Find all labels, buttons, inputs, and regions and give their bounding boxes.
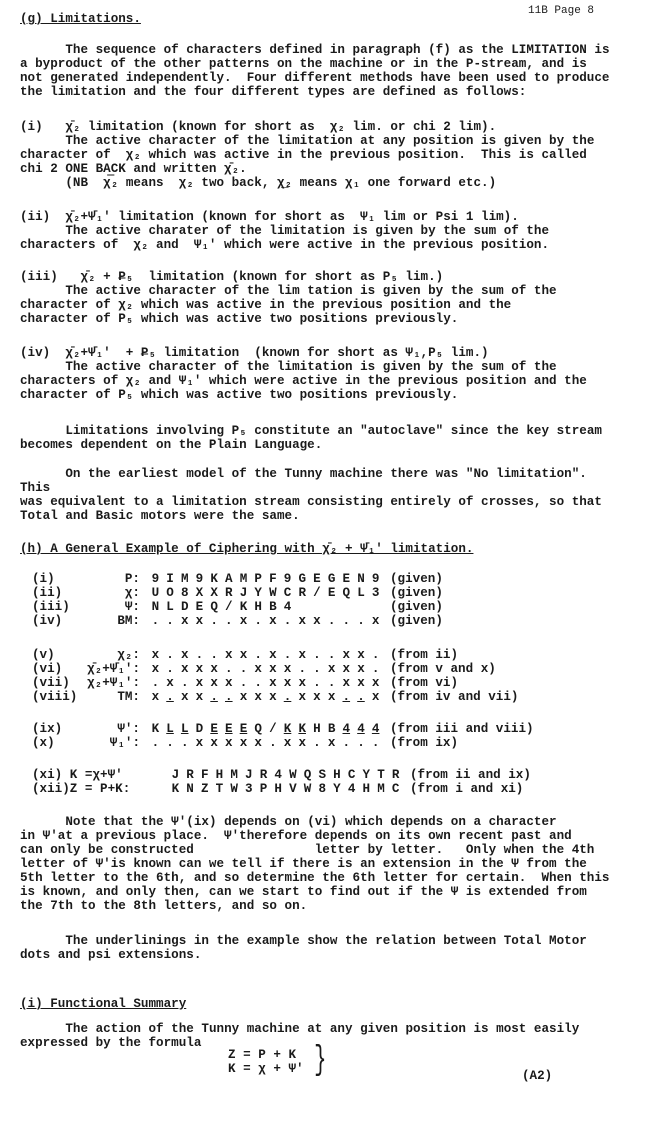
row-label: (xii)Z = P+K: [32,782,131,796]
sequence-char: M [180,572,189,586]
section-i-heading: (i) Functional Summary [20,997,187,1011]
sequence-char: E [210,722,218,736]
sequence-char: . [327,676,336,690]
row-source: (from v and x) [390,662,496,676]
row-stream-name: BM: [117,614,140,628]
sequence-char: M [377,782,385,796]
sequence-char: x [269,676,277,690]
sequence-char: . [357,736,365,750]
sequence-char: x [371,676,380,690]
sequence-char: Q [342,586,351,600]
sequence-char: x [327,736,336,750]
row-source: (from iii and viii) [390,722,534,736]
sequence-char: x [180,614,189,628]
sequence-char: . [210,614,218,628]
section-g-heading: (g) Limitations. [20,12,141,26]
row-source: (from ii) [390,648,459,662]
row-label: (x) [32,736,55,750]
sequence-char: x [210,736,218,750]
sequence-char: N [151,600,160,614]
row-label: (iii) [32,600,70,614]
sequence-char: x [254,736,262,750]
sequence-char: x [210,676,218,690]
sequence-char: J [239,586,248,600]
sequence-char: . [283,690,292,704]
sequence-char: x [371,614,380,628]
sequence-char: R [259,768,268,782]
sequence-char: L [166,722,174,736]
sequence-char: x [180,662,189,676]
sequence-char: K [151,722,160,736]
sequence-char: x [195,614,204,628]
row-label: (v) [32,648,55,662]
sequence-char: H [254,600,262,614]
sequence-char: . [225,690,233,704]
row-sequence [148,722,384,736]
sequence-char: x [283,662,292,676]
sequence-char: B [269,600,277,614]
row-label: (viii) [32,690,78,704]
sequence-char: Q [303,768,312,782]
row-source: (from iv and vii) [390,690,519,704]
example-group-b [0,648,600,704]
sequence-char: x [313,614,321,628]
example-row [0,600,600,614]
sequence-char: W [269,586,277,600]
row-source: (given) [390,600,443,614]
example-row [0,572,600,586]
sequence-char: U [151,586,160,600]
sequence-char: R [298,586,306,600]
sequence-char: . [342,690,351,704]
sequence-char: x [180,690,189,704]
sequence-char: . [357,614,365,628]
sequence-char: Q [210,600,218,614]
sequence-char: / [313,586,321,600]
sequence-char: C [391,782,400,796]
example-row [0,722,600,736]
sequence-char: x [283,736,292,750]
row-stream-name: χ₂+Ψ₁′: [87,676,140,690]
row-sequence [148,614,384,628]
sequence-char: x [239,736,248,750]
sequence-char: F [200,768,209,782]
example-row [0,782,600,796]
row-source: (given) [390,586,443,600]
row-stream-name: χ₂: [117,648,140,662]
row-sequence [148,586,384,600]
row-source: (given) [390,614,443,628]
earliest-model-paragraph: On the earliest model of the Tunny machine there was "No limitation". This was equivalent to a limitation stream consisting entirely of crosses, so that Total and Basic motors were the same. [20,467,602,523]
example-row [0,736,600,750]
sequence-char: C [347,768,356,782]
sequence-char: R [391,768,400,782]
row-stream-name: TM: [117,690,140,704]
example-row [0,648,600,662]
sequence-char: F [269,572,277,586]
sequence-char: x [342,662,351,676]
sequence-char: . [313,736,321,750]
sequence-char: . [151,614,160,628]
sequence-char: H [313,722,321,736]
sequence-char: L [166,600,174,614]
sequence-char: J [171,768,180,782]
example-group-d [0,768,600,796]
sequence-char: . [225,614,233,628]
sequence-char: 9 [283,572,292,586]
sequence-char: 9 [151,572,160,586]
sequence-char: . [298,662,306,676]
sequence-char: T [215,782,224,796]
sequence-char: . [166,736,174,750]
limitation-item-iv: (iv) χ̄₂+Ψ̄₁′ + P̿₅ limitation (known for short as Ψ₁,P₅ lim.) The active character of the limitation is given by the sum of the characters of χ₂ and Ψ₁′ which were active in the previous position and the character of P₅ which was active two positions previously. [20,346,587,402]
sequence-char: . [254,614,262,628]
sequence-char: x [342,648,351,662]
row-sequence [148,676,384,690]
sequence-char: . [210,690,218,704]
underlinings-paragraph: The underlinings in the example show the relation between Total Motor dots and psi extensions. [20,934,587,962]
sequence-char: . [371,648,380,662]
row-source: (from vi) [390,676,459,690]
sequence-char: T [377,768,385,782]
row-sequence [168,782,404,796]
sequence-char: K [171,782,180,796]
sequence-char: 4 [357,722,365,736]
sequence-char: B [327,722,336,736]
sequence-char: N [357,572,365,586]
sequence-char: V [289,782,297,796]
sequence-char: Q [254,722,262,736]
sequence-char: x [151,648,160,662]
sequence-char: A [225,572,233,586]
section-g-intro: The sequence of characters defined in paragraph (f) as the LIMITATION is a byproduct of the other patterns on the machine or in the P-stream, and is not generated independently. Four different methods have been used to produce the limitation and the four different types are defined as follows: [20,43,610,99]
sequence-char: x [298,690,306,704]
sequence-char: / [269,722,277,736]
sequence-char: . [283,648,292,662]
sequence-char: . [151,736,160,750]
row-label: (i) [32,572,55,586]
sequence-char: X [210,586,218,600]
sequence-char: O [166,586,174,600]
sequence-char: Z [200,782,209,796]
row-source: (from ix) [390,736,459,750]
example-group-a [0,572,600,628]
sequence-char: x [269,690,277,704]
sequence-char: L [357,586,365,600]
row-sequence [148,600,384,614]
sequence-char: E [195,600,204,614]
sequence-char: x [357,676,365,690]
sequence-char: 9 [195,572,204,586]
sequence-char: . [151,676,160,690]
sequence-char: x [298,736,306,750]
sequence-char: . [254,676,262,690]
sequence-char: / [225,600,233,614]
sequence-char: . [180,676,189,690]
row-stream-name: χ: [124,586,140,600]
sequence-char: E [342,572,351,586]
sequence-char: x [239,690,248,704]
sequence-char: M [239,572,248,586]
row-label: (ii) [32,586,63,600]
sequence-char: . [225,662,233,676]
sequence-char: M [230,768,238,782]
sequence-char: W [289,768,297,782]
example-row [0,768,600,782]
sequence-char: E [225,722,233,736]
note-paragraph: Note that the Ψ′(ix) depends on (vi) which depends on a character in Ψ′at a previous place. Ψ′therefore depends on its own recent past and can only be constructed letter by letter. Only when the 4th letter of Ψ′is known can we tell if there is an extension in the Ψ from the 5th letter to the 6th, and so determine the 6th letter for certain. When this is known, and only then, can we start to find out if the Ψ is extended from the 7th to the 8th letters, and so on. [20,815,610,913]
sequence-char: x [195,676,204,690]
sequence-char: K [283,722,292,736]
row-stream-name: Ψ′: [117,722,140,736]
sequence-char: x [180,648,189,662]
sequence-char: . [210,648,218,662]
sequence-char: . [313,662,321,676]
sequence-char: Y [362,768,371,782]
sequence-char: 8 [318,782,326,796]
sequence-char: 4 [371,722,380,736]
sequence-char: x [298,676,306,690]
sequence-char: x [269,614,277,628]
sequence-char: J [245,768,253,782]
page-label: 11B Page 8 [528,5,595,17]
sequence-char: 4 [342,722,351,736]
row-stream-name: Ψ: [124,600,140,614]
sequence-char: x [225,676,233,690]
sequence-char: . [166,648,174,662]
sequence-char: x [327,690,336,704]
sequence-char: x [225,736,233,750]
sequence-char: . [342,736,351,750]
limitation-item-ii: (ii) χ̄₂+Ψ̄₁′ limitation (known for short as Ψ₁ lim or Psi 1 lim). The active charater of the limitation is given by the sum of the characters of χ₂ and Ψ₁′ which were active in the previous position. [20,210,550,252]
sequence-char: E [239,722,248,736]
example-group-c [0,722,600,750]
sequence-char: . [166,614,174,628]
autoclave-paragraph: Limitations involving P₅ constitute an "autoclave" since the key stream becomes dependent on the Plain Language. [20,424,602,452]
sequence-char: x [254,690,262,704]
sequence-char: E [313,572,321,586]
sequence-char: Y [333,782,341,796]
sequence-char: R [186,768,194,782]
sequence-char: x [357,648,365,662]
sequence-char: . [371,662,380,676]
sequence-char: 3 [371,586,380,600]
row-sequence [168,768,404,782]
sequence-char: . [180,736,189,750]
sequence-char: G [298,572,306,586]
sequence-char: x [269,648,277,662]
sequence-char: x [210,662,218,676]
sequence-char: x [195,736,204,750]
sequence-char: H [333,768,341,782]
sequence-char: X [195,586,204,600]
sequence-char: x [371,690,380,704]
row-sequence [148,648,384,662]
sequence-char: Y [254,586,262,600]
row-label: (vi) [32,662,63,676]
sequence-char: D [195,722,204,736]
sequence-char: H [362,782,371,796]
row-source: (from ii and ix) [410,768,531,782]
sequence-char: x [313,690,321,704]
example-row [0,662,600,676]
sequence-char: x [357,662,365,676]
sequence-char: . [195,648,204,662]
sequence-char: . [269,736,277,750]
brace-decoration: } [314,1042,327,1080]
formula-line: Z = P + K [228,1048,297,1062]
sequence-char: W [230,782,238,796]
section-h-heading: (h) A General Example of Ciphering with χ̄₂ + Ψ̄₁′ limitation. [20,542,474,556]
sequence-char: 4 [347,782,356,796]
sequence-char: P [259,782,268,796]
sequence-char: x [239,648,248,662]
sequence-char: x [298,648,306,662]
row-source: (given) [390,572,443,586]
sequence-char: 4 [274,768,282,782]
sequence-char: K [239,600,248,614]
sequence-char: . [283,614,292,628]
row-stream-name: P: [124,572,140,586]
row-label: (vii) [32,676,70,690]
row-label: (ix) [32,722,63,736]
row-sequence [148,690,384,704]
sequence-char: 4 [283,600,292,614]
sequence-char: L [180,722,189,736]
sequence-char: x [254,662,262,676]
sequence-char: x [298,614,306,628]
sequence-char: . [371,736,380,750]
sequence-char: x [269,662,277,676]
sequence-char: . [327,648,336,662]
sequence-char: x [195,690,204,704]
sequence-char: . [327,614,336,628]
row-label: (iv) [32,614,63,628]
row-stream-name: Ψ₁′: [109,736,140,750]
sequence-char: . [239,662,248,676]
sequence-char: x [342,676,351,690]
sequence-char: . [239,676,248,690]
row-label: (xi) K =χ+Ψ′ [32,768,123,782]
sequence-char: . [313,676,321,690]
sequence-char: N [186,782,194,796]
sequence-char: G [327,572,336,586]
sequence-char: 9 [371,572,380,586]
sequence-char: 3 [245,782,253,796]
formula-line: K = χ + Ψ′ [228,1062,304,1076]
sequence-char: H [215,768,224,782]
sequence-char: . [166,690,174,704]
sequence-char: . [342,614,351,628]
sequence-char: C [283,586,292,600]
example-row [0,614,600,628]
sequence-char: x [283,676,292,690]
row-sequence [148,662,384,676]
sequence-char: E [327,586,336,600]
formula [228,1048,304,1076]
sequence-char: . [254,648,262,662]
limitation-item-i: (i) χ̄₂ limitation (known for short as χ₂ lim. or chi 2 lim). The active character of the limitation at any position is given by the character of χ₂ which was active in the previous position. This is called chi 2 ONE BACK and written χ̄₂. (NB χ̿₂ means χ₂ two back, χ̲₂ means χ₁ one forward etc.) [20,120,595,190]
sequence-char: x [239,614,248,628]
sequence-char: . [313,648,321,662]
sequence-char: P [254,572,262,586]
sequence-char: x [327,662,336,676]
limitation-item-iii: (iii) χ̄₂ + P̿₅ limitation (known for short as P₅ lim.) The active character of the lim tation is given by the sum of the character of χ₂ which was active in the previous position and the character of P₅ which was active two positions previously. [20,270,557,326]
row-sequence [148,736,384,750]
sequence-char: x [195,662,204,676]
sequence-char: H [274,782,282,796]
row-source: (from i and xi) [410,782,524,796]
sequence-char: x [151,662,160,676]
sequence-char: . [166,662,174,676]
sequence-char: x [151,690,160,704]
sequence-char: x [166,676,174,690]
example-row [0,586,600,600]
sequence-char: I [166,572,174,586]
sequence-char: S [318,768,326,782]
sequence-char: R [225,586,233,600]
equation-number: (A2) [522,1069,553,1083]
sequence-char: x [225,648,233,662]
functional-summary-text: The action of the Tunny machine at any given position is most easily expressed by the formula [20,1022,580,1050]
sequence-char: K [298,722,306,736]
row-sequence [148,572,384,586]
sequence-char: W [303,782,312,796]
sequence-char: 8 [180,586,189,600]
example-row [0,676,600,690]
example-row [0,690,600,704]
sequence-char: . [357,690,365,704]
row-stream-name: χ̄₂+Ψ̄₁′: [87,662,140,676]
sequence-char: K [210,572,218,586]
sequence-char: D [180,600,189,614]
